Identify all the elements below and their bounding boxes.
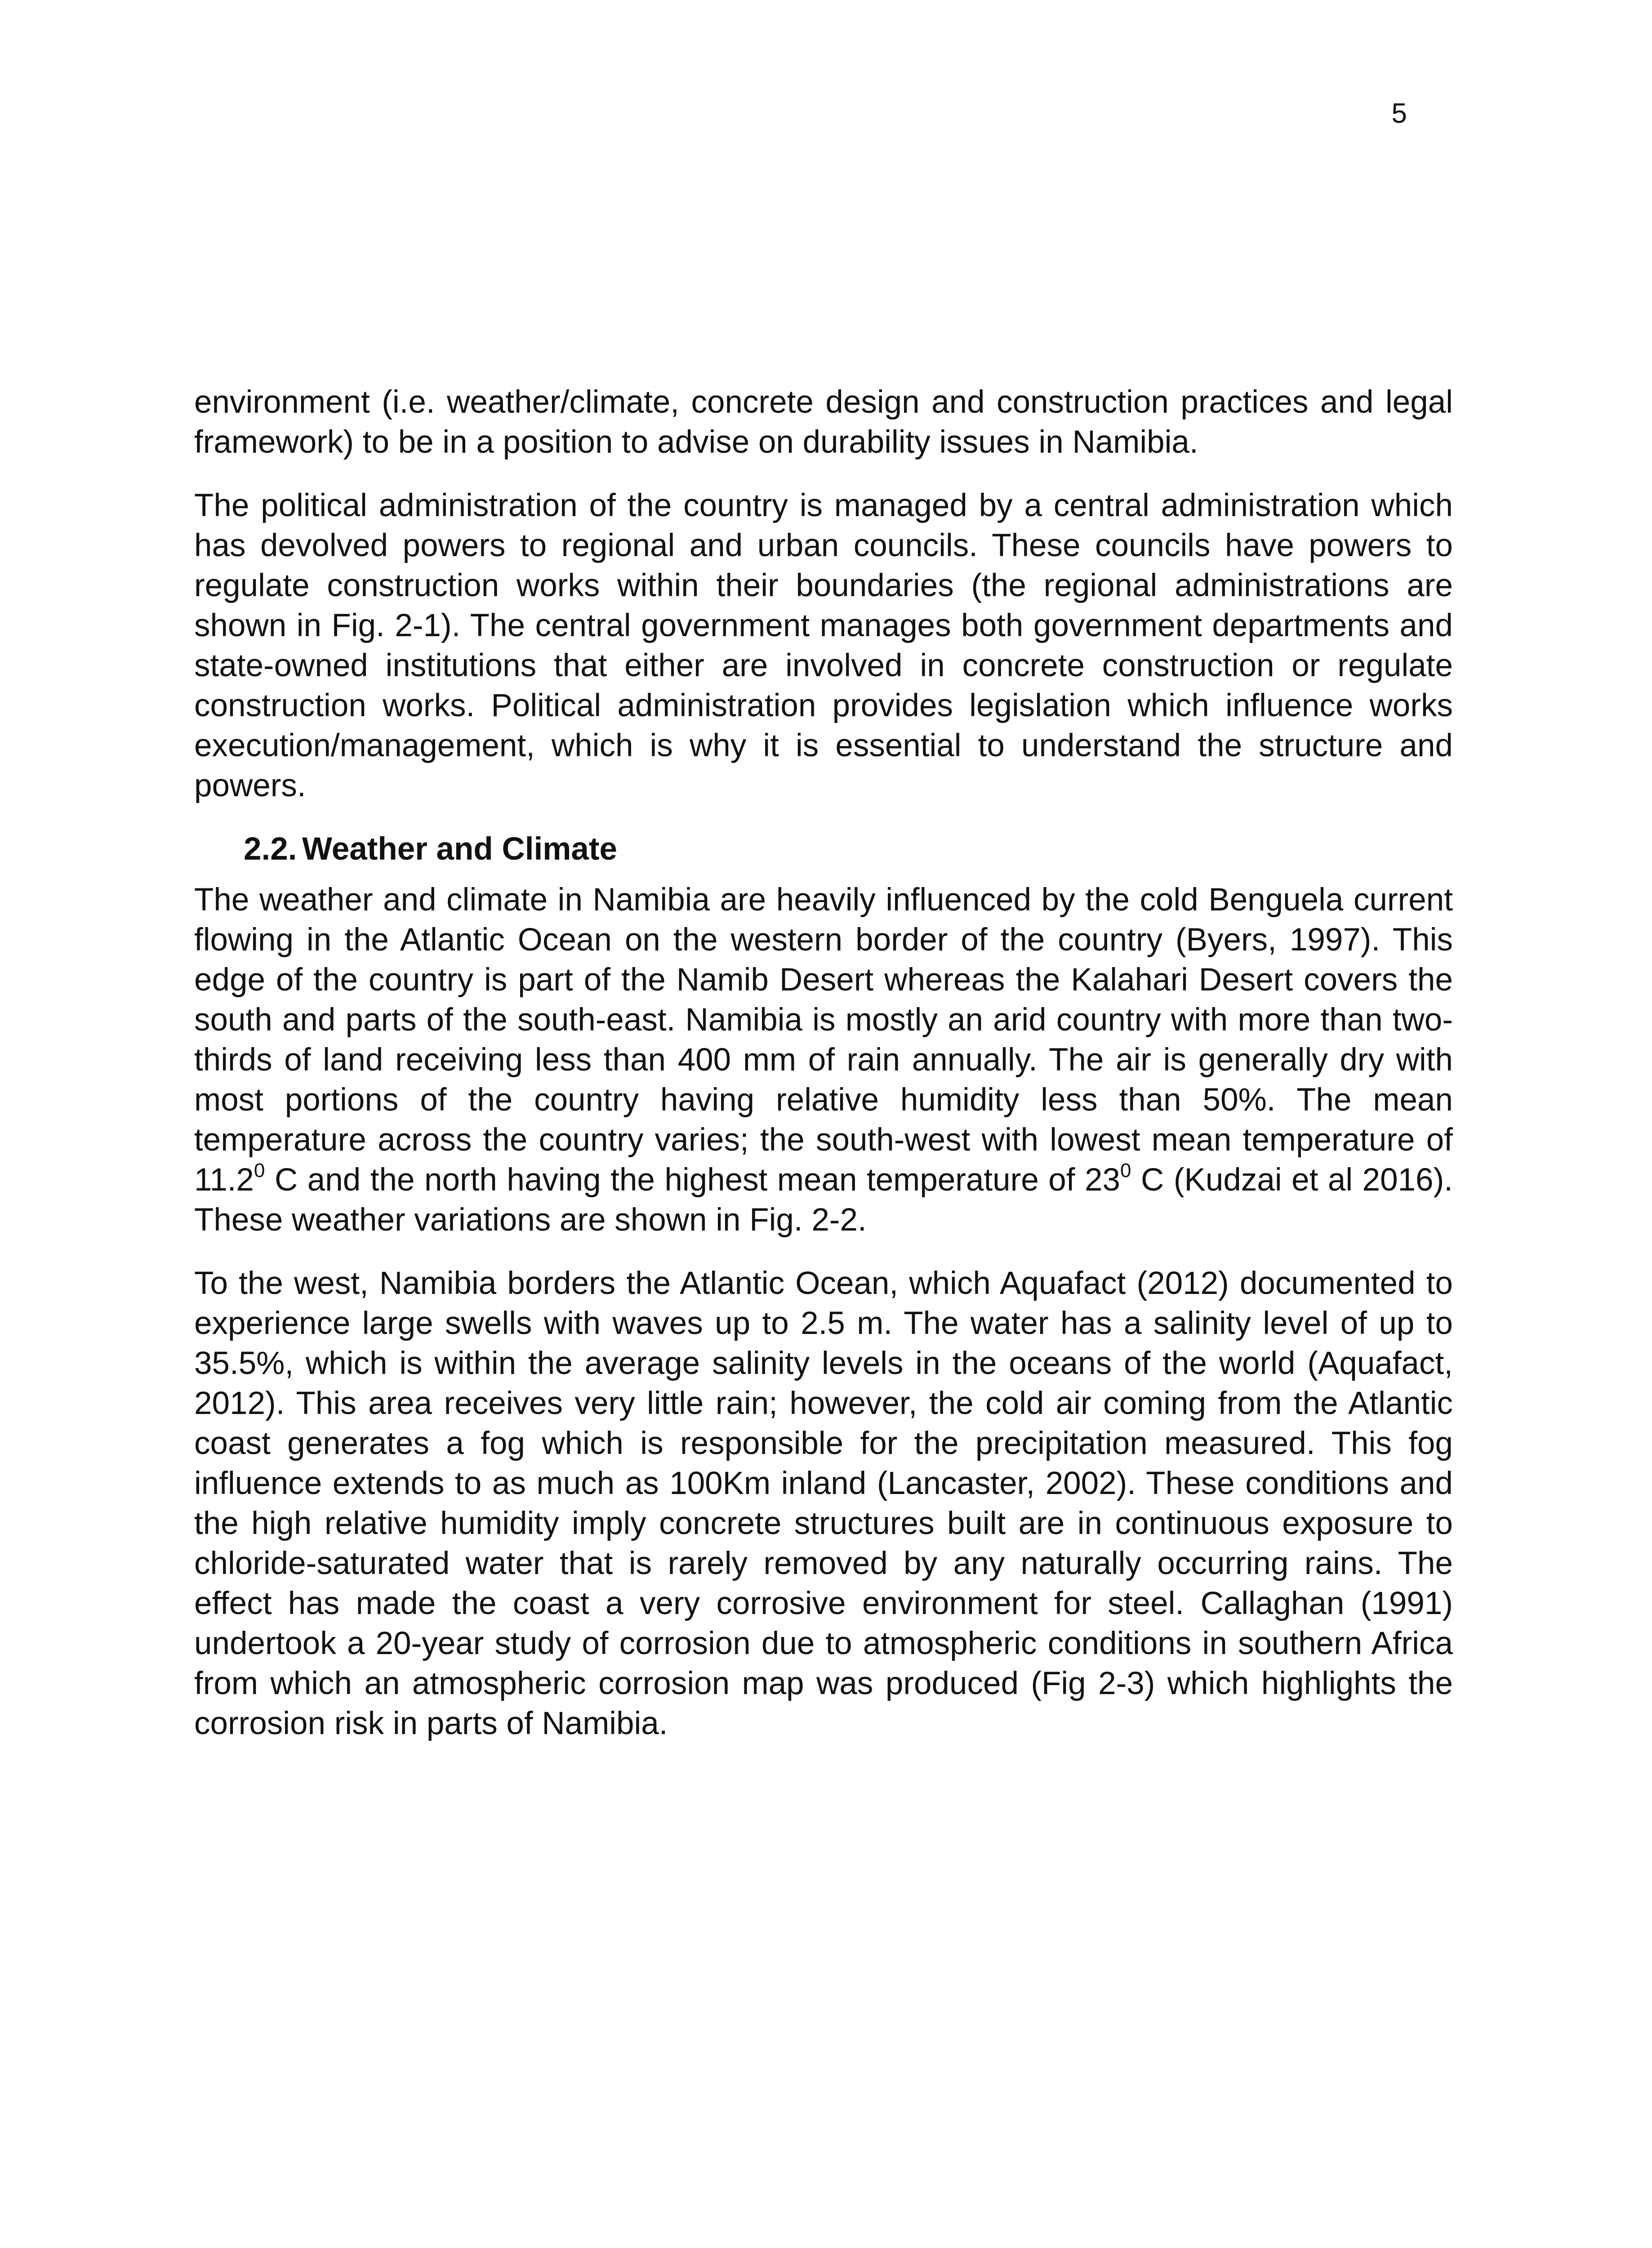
paragraph-political-administration: The political administration of the country is managed by a central administration which has devolved powers to regional and urban councils. These councils have powers to regulate construction works within their boundaries (the regional administrations are shown in Fig. 2-1). The central government manages both government departments and state-owned institutions that either are involved in concrete construction or regulate construction works. Political administration provides legislation which influence works execution/management, which is why it is essential to understand the structure and powers.: [194, 488, 1453, 803]
paragraph-atlantic-coast: To the west, Namibia borders the Atlantic Ocean, which Aquafact (2012) documented to experience large swells with waves up to 2.5 m. The water has a salinity level of up to 35.5%, which is within the average salinity levels in the oceans of the world (Aquafact, 2012). This area receives very little rain; however, the cold air coming from the Atlantic coast generates a fog which is responsible for the precipitation measured. This fog influence extends to as much as 100Km inland (Lancaster, 2002). These conditions and the high relative humidity imply concrete structures built are in continuous exposure to chloride-saturated water that is rarely removed by any naturally occurring rains. The effect has made the coast a very corrosive environment for steel. Callaghan (1991) undertook a 20-year study of corrosion due to atmospheric conditions in southern Africa from which an atmospheric corrosion map was produced (Fig 2-3) which highlights the corrosion risk in parts of Namibia.: [194, 1266, 1453, 1741]
section-number: 2.2.: [244, 831, 297, 867]
paragraph-weather-climate: [194, 880, 1453, 1240]
paragraph-weather-text-3: C (Kudzai et al 2016). These weather variations are shown in Fig. 2-2.: [194, 1162, 1453, 1238]
page-number: 5: [1391, 98, 1407, 129]
document-body: [194, 382, 1453, 1767]
superscript-degree-2: 0: [1120, 1160, 1131, 1182]
paragraph-environment: environment (i.e. weather/climate, concrete design and construction practices and legal framework) to be in a position to advise on durability issues in Namibia.: [194, 384, 1453, 460]
paragraph-weather-text-2: C and the north having the highest mean temperature of 23: [265, 1162, 1121, 1198]
superscript-degree-1: 0: [254, 1160, 265, 1182]
section-title: Weather and Climate: [302, 831, 617, 867]
section-heading: [244, 829, 1453, 869]
paragraph-weather-text-1: The weather and climate in Namibia are heavily influenced by the cold Benguela current flowing in the Atlantic Ocean on the western border of the country (Byers, 1997). This edge of the country is part of the Namib Desert whereas the Kalahari Desert covers the south and parts of the south-east. Namibia is mostly an arid country with more than two-thirds of land receiving less than 400 mm of rain annually. The air is generally dry with most portions of the country having relative humidity less than 50%. The mean temperature across the country varies; the south-west with lowest mean temperature of 11.2: [194, 882, 1453, 1198]
